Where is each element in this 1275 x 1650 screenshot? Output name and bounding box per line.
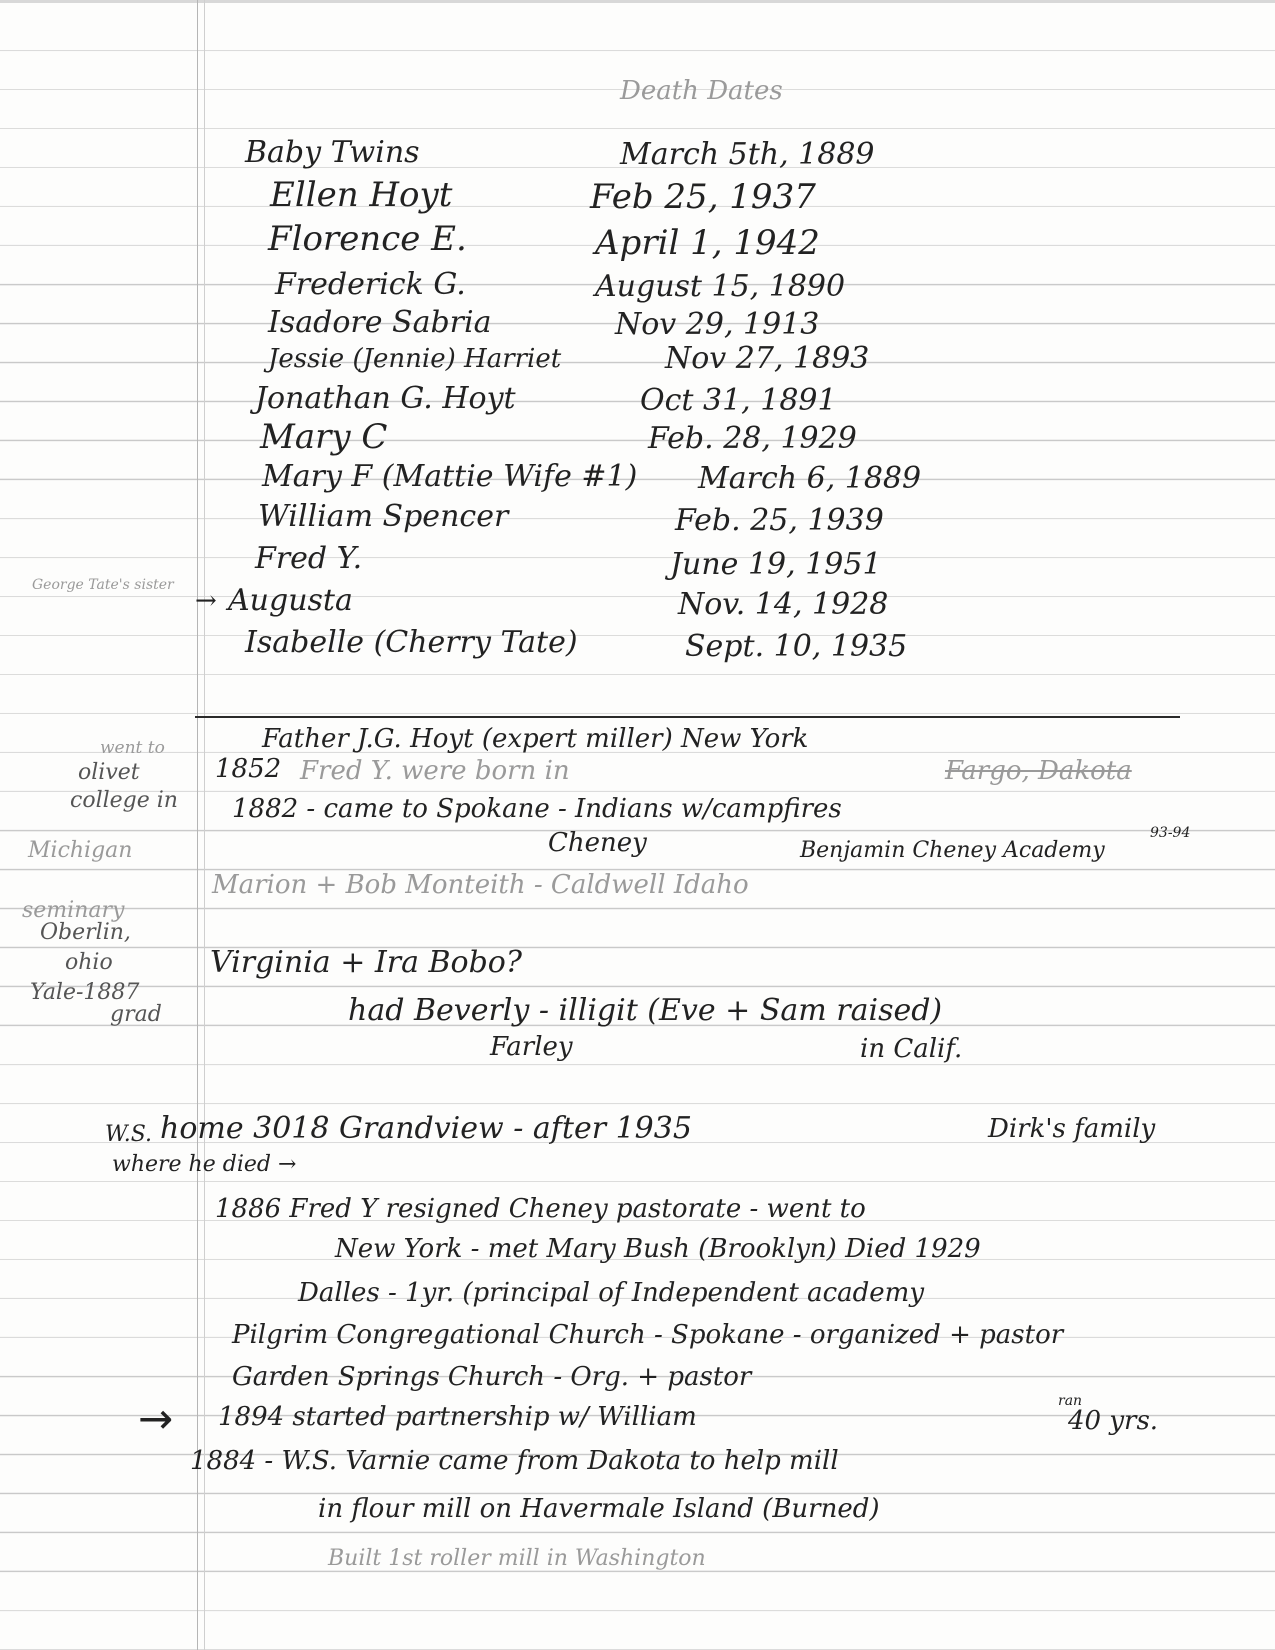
- death-name-3: Florence E.: [268, 219, 467, 259]
- note-inflour: in flour mill on Havermale Island (Burned): [318, 1494, 880, 1524]
- margin-grad: grad: [110, 1002, 162, 1027]
- margin-rule-inner: [204, 0, 205, 1650]
- note-faint-line: Marion + Bob Monteith - Caldwell Idaho: [212, 870, 749, 900]
- note-farley: Farley: [490, 1032, 573, 1062]
- margin-rule: [197, 0, 198, 1650]
- note-grandview: home 3018 Grandview - after 1935: [160, 1111, 692, 1146]
- margin-college-in: college in: [70, 788, 178, 813]
- note-where-he-died: where he died →: [112, 1152, 297, 1177]
- margin-ohio: ohio: [65, 950, 113, 975]
- page-top-edge: [0, 0, 1275, 3]
- note-dalles: Dalles - 1yr. (principal of Independent academy: [298, 1278, 925, 1308]
- section-divider: [195, 716, 1180, 718]
- death-name-6: Jessie (Jennie) Harriet: [268, 344, 562, 374]
- note-virginia: Virginia + Ira Bobo?: [210, 945, 522, 980]
- note-1884: 1884 - W.S. Varnie came from Dakota to help mill: [190, 1446, 839, 1476]
- margin-seminary: seminary: [22, 898, 125, 923]
- page-title: Death Dates: [620, 76, 783, 106]
- note-1882: 1882 - came to Spokane - Indians w/campfires: [232, 794, 842, 824]
- death-date-13: Sept. 10, 1935: [685, 629, 908, 664]
- note-in-calif: in Calif.: [860, 1034, 963, 1064]
- margin-went-to: went to: [100, 738, 165, 758]
- death-date-10: Feb. 25, 1939: [675, 503, 884, 538]
- augusta-note: George Tate's sister: [32, 577, 174, 593]
- note-1852-text: Fred Y. were born in: [300, 756, 570, 786]
- note-newyork: New York - met Mary Bush (Brooklyn) Died 1929: [335, 1234, 981, 1264]
- death-name-9: Mary F (Mattie Wife #1): [262, 459, 638, 494]
- note-1886: 1886 Fred Y resigned Cheney pastorate - went to: [215, 1194, 866, 1224]
- death-name-2: Ellen Hoyt: [270, 175, 453, 215]
- death-date-6: Nov 27, 1893: [665, 341, 870, 376]
- note-1894: 1894 started partnership w/ William: [218, 1402, 697, 1432]
- note-dirks-family: Dirk's family: [988, 1114, 1156, 1144]
- death-name-8: Mary C: [260, 417, 388, 457]
- note-father-line: Father J.G. Hoyt (expert miller) New York: [262, 724, 809, 754]
- note-1852-year: 1852: [215, 754, 282, 784]
- margin-oberlin: Oberlin,: [40, 920, 131, 945]
- death-date-5: Nov 29, 1913: [615, 307, 820, 342]
- death-name-11: Fred Y.: [255, 541, 363, 576]
- death-name-5: Isadore Sabria: [268, 305, 492, 340]
- death-name-12: Augusta: [228, 583, 353, 618]
- margin-michigan: Michigan: [28, 838, 133, 863]
- note-garden: Garden Springs Church - Org. + pastor: [232, 1362, 752, 1392]
- death-date-7: Oct 31, 1891: [640, 383, 837, 418]
- augusta-arrow: →: [195, 586, 217, 616]
- death-name-1: Baby Twins: [245, 135, 420, 170]
- note-ws-label: W.S.: [105, 1122, 153, 1147]
- note-built: Built 1st roller mill in Washington: [328, 1546, 706, 1571]
- death-date-12: Nov. 14, 1928: [678, 587, 889, 622]
- margin-olivet: olivet: [78, 760, 140, 785]
- big-arrow-icon: →: [138, 1394, 174, 1443]
- death-date-1: March 5th, 1889: [620, 137, 875, 172]
- death-date-3: April 1, 1942: [595, 223, 820, 263]
- note-cheney-academy: Benjamin Cheney Academy: [800, 838, 1105, 863]
- death-date-2: Feb 25, 1937: [590, 177, 816, 217]
- note-1894-sup: ran: [1058, 1393, 1083, 1409]
- death-name-13: Isabelle (Cherry Tate): [245, 625, 578, 660]
- note-1894-end: 40 yrs.: [1068, 1406, 1159, 1436]
- note-1852-struck: Fargo, Dakota: [945, 756, 1132, 786]
- note-pilgrim: Pilgrim Congregational Church - Spokane - organized + pastor: [232, 1320, 1064, 1350]
- note-cheney: Cheney: [548, 828, 647, 858]
- note-cheney-academy-years: 93-94: [1150, 825, 1191, 841]
- death-name-4: Frederick G.: [275, 267, 466, 302]
- death-name-7: Jonathan G. Hoyt: [255, 381, 516, 416]
- death-name-10: William Spencer: [258, 499, 509, 534]
- margin-yale: Yale-1887: [30, 980, 140, 1005]
- death-date-11: June 19, 1951: [670, 547, 882, 582]
- death-date-9: March 6, 1889: [698, 461, 922, 496]
- death-date-8: Feb. 28, 1929: [648, 421, 857, 456]
- death-date-4: August 15, 1890: [595, 269, 846, 304]
- note-beverly: had Beverly - illigit (Eve + Sam raised): [348, 993, 943, 1028]
